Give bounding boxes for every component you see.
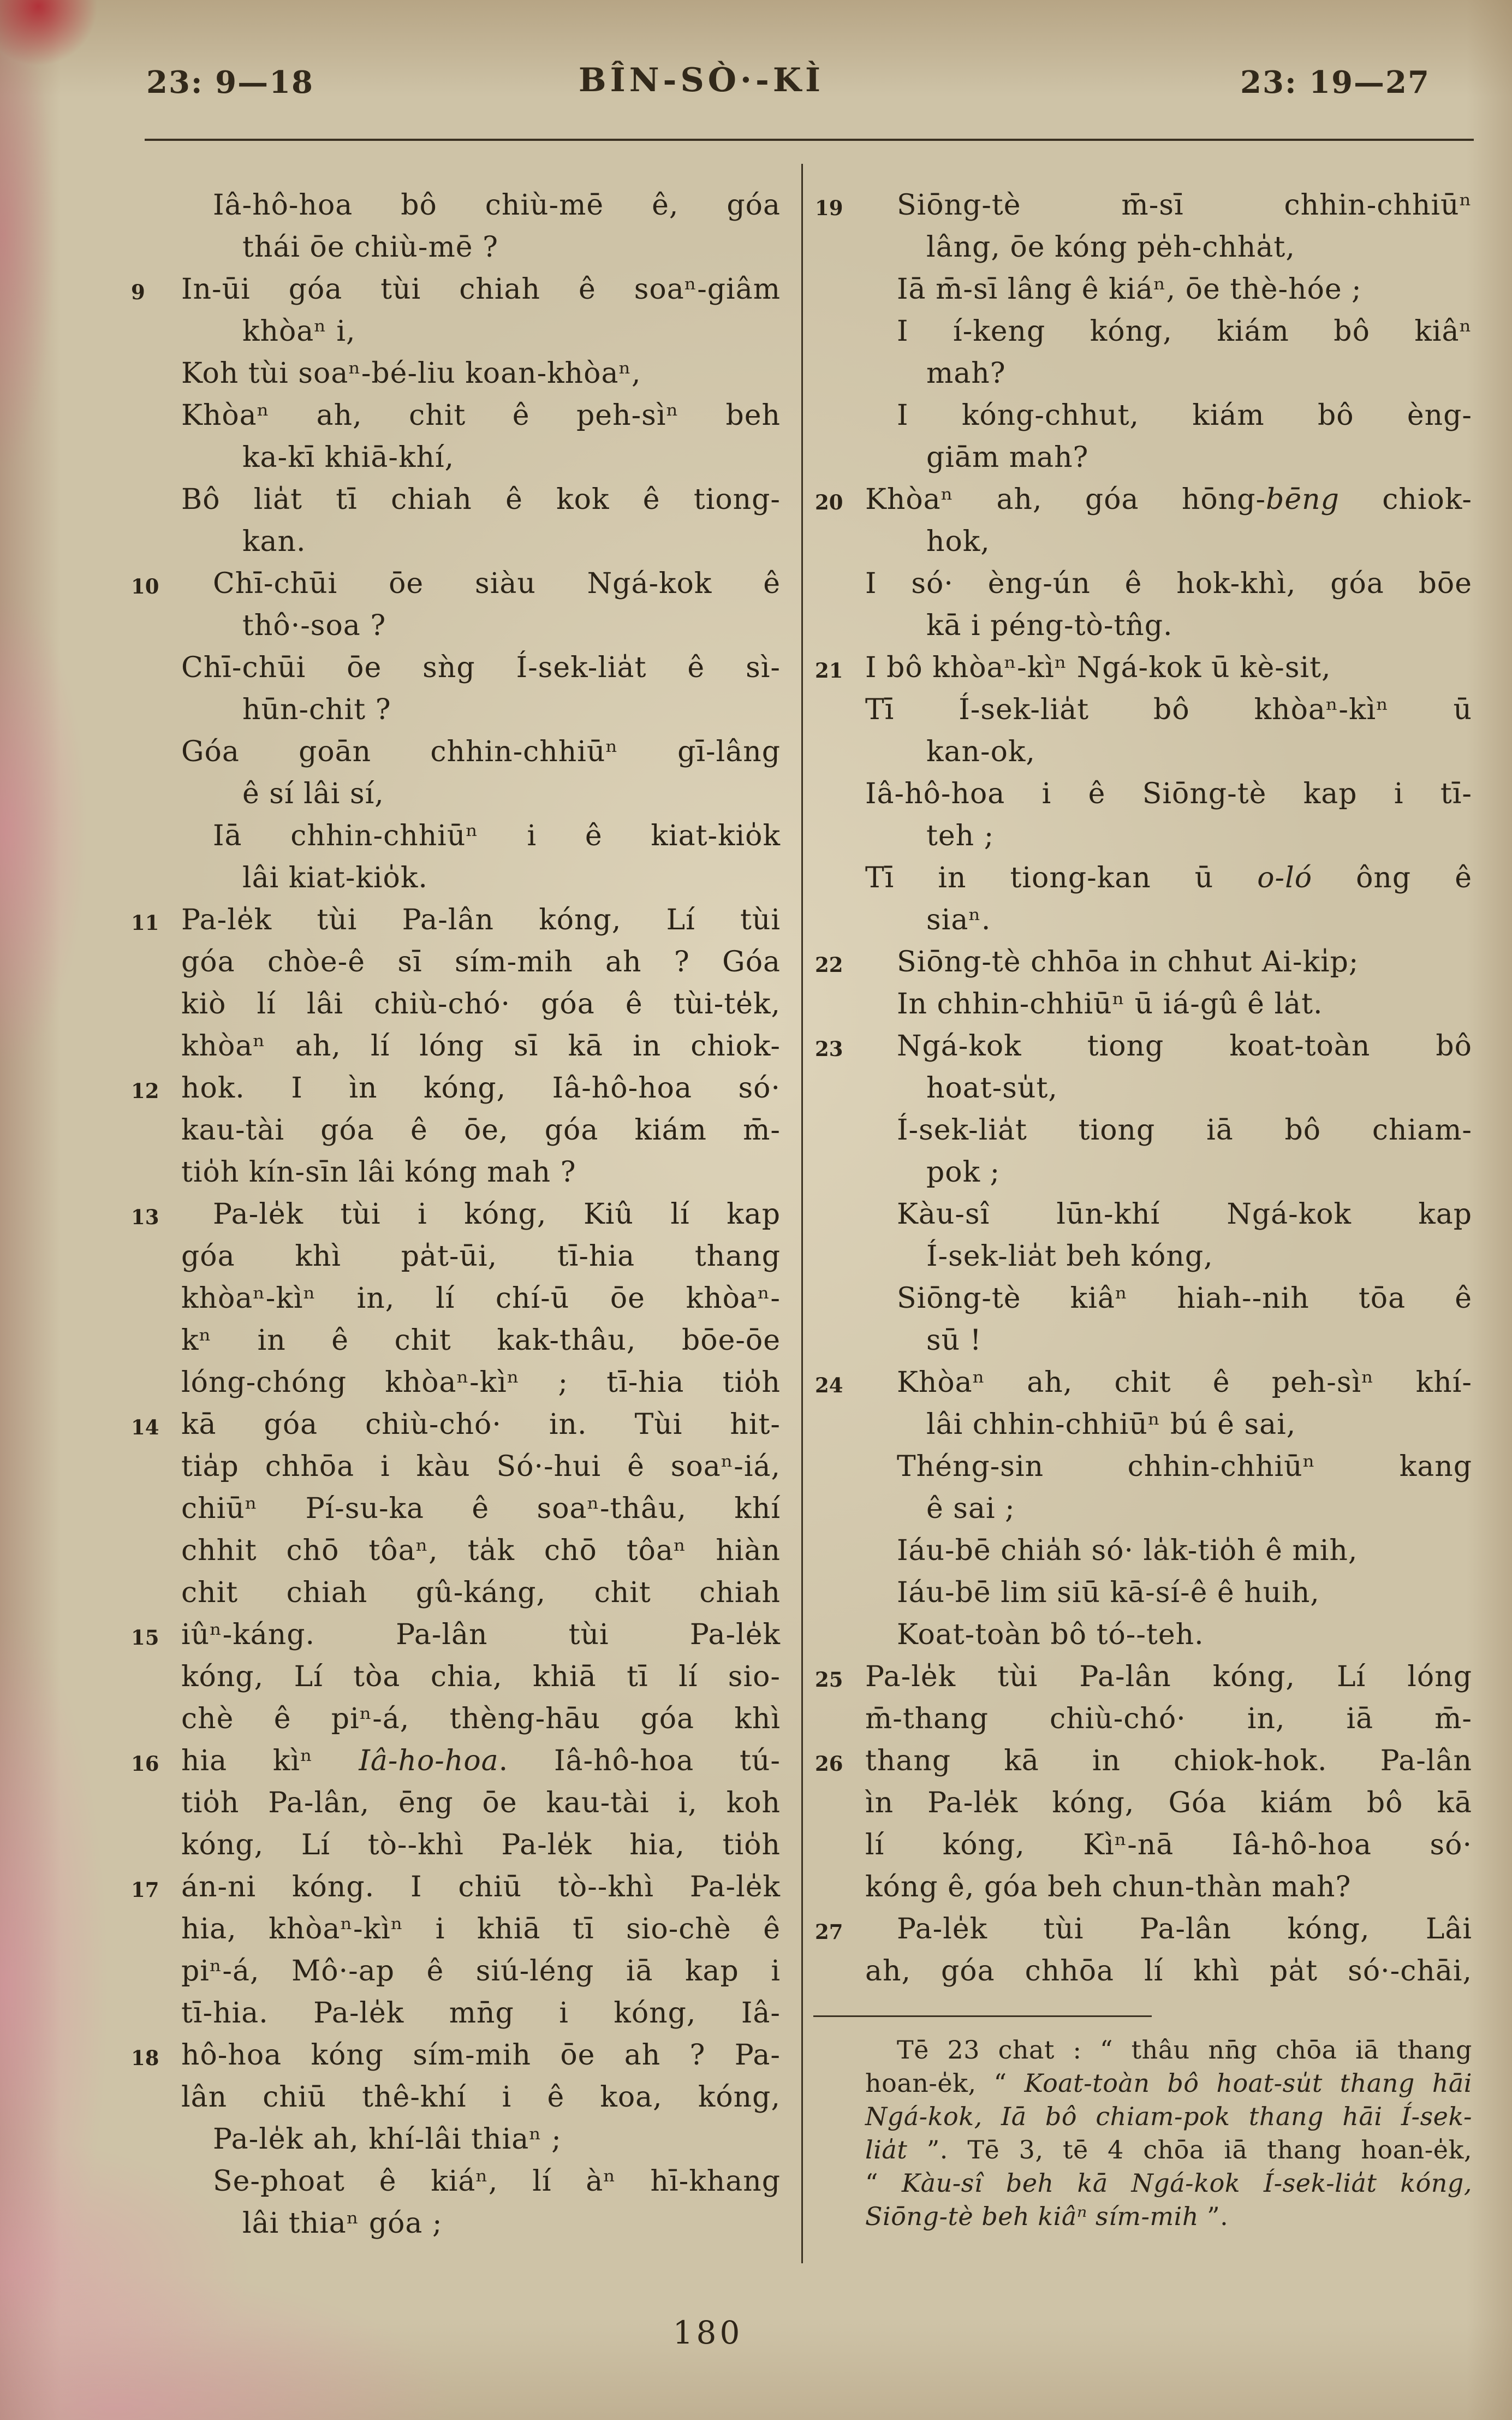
- verse-line: Khòaⁿ ah, chit ê peh-sìⁿ khí- 24: [865, 1362, 1472, 1404]
- verse-line: hok,: [926, 525, 990, 558]
- verse-line: ê sai ;: [926, 1492, 1015, 1525]
- column-divider: [801, 164, 803, 2263]
- verse-line: I bô khòaⁿ-kìⁿ Ngá-kok ū kè-sit, 21: [865, 647, 1472, 689]
- verse-line: Pa-le̍k tùi i kóng, Kiû lí kap 13: [181, 1194, 781, 1236]
- verse-number: 21: [815, 659, 843, 683]
- verse-line: lâng, ōe kóng pe̍h-chha̍t,: [926, 231, 1295, 264]
- verse-line: chhit chō tôaⁿ, ta̍k chō tôaⁿ hiàn: [181, 1534, 781, 1567]
- verse-line: hok. I ìn kóng, Iâ-hô-hoa só· 12: [181, 1067, 781, 1110]
- footnote-line: Tē 23 chat : “ thâu nn̄g chōa iā thang: [897, 2035, 1472, 2065]
- verse-line: Siōng-tè kiâⁿ hiah--nih tōa ê: [897, 1282, 1472, 1315]
- verse-line: Kàu-sî lūn-khí Ngá-kok kap: [897, 1198, 1472, 1231]
- verse-line: kan-ok,: [926, 736, 1035, 768]
- verse-line: khòaⁿ ah, lí lóng sī kā in chiok-: [181, 1030, 781, 1063]
- verse-line: khòaⁿ-kìⁿ in, lí chí-ū ōe khòaⁿ-: [181, 1282, 781, 1315]
- verse-line: kóng ê, góa beh chun-thàn mah?: [865, 1871, 1352, 1903]
- right-column: [815, 185, 1472, 2233]
- header-rule: [145, 139, 1474, 141]
- verse-number: 26: [815, 1752, 843, 1776]
- verse-line: sū !: [926, 1324, 982, 1357]
- verse-line: iûⁿ-káng. Pa-lân tùi Pa-le̍k 15: [181, 1614, 781, 1656]
- verse-line: thái ōe chiù-mē ?: [242, 231, 498, 264]
- verse-line: ka-kī khiā-khí,: [242, 441, 455, 474]
- verse-number: 18: [131, 2046, 159, 2070]
- verse-number: 10: [131, 574, 159, 598]
- verse-line: kā i péng-tò-tn̂g.: [926, 609, 1173, 642]
- verse-line: mah?: [926, 357, 1006, 390]
- verse-line: chit chiah gû-káng, chit chiah: [181, 1576, 781, 1609]
- verse-line: piⁿ-á, Mô·-ap ê siú-léng iā kap i: [181, 1955, 781, 1988]
- verse-line: Khòaⁿ ah, chit ê peh-sìⁿ beh: [181, 399, 781, 432]
- verse-line: I kóng-chhut, kiám bô èng-: [897, 399, 1472, 432]
- verse-line: Théng-sin chhin-chhiūⁿ kang: [897, 1450, 1472, 1483]
- verse-line: Koat-toàn bô tó--teh.: [897, 1618, 1204, 1651]
- verse-line: tia̍p chhōa i kàu Só·-hui ê soaⁿ-iá,: [181, 1450, 781, 1483]
- verse-number: 17: [131, 1878, 159, 1902]
- verse-number: 13: [131, 1205, 159, 1229]
- verse-number: 24: [815, 1373, 843, 1397]
- verse-number: 14: [131, 1415, 159, 1439]
- verse-line: hoat-su̍t,: [926, 1072, 1058, 1105]
- verse-line: Ngá-kok tiong koat-toàn bô 23: [865, 1025, 1472, 1067]
- verse-line: I í-keng kóng, kiám bô kiâⁿ: [897, 315, 1472, 348]
- verse-line: thang kā in chiok-hok. Pa-lân 26: [865, 1740, 1472, 1782]
- verse-number: 20: [815, 490, 843, 514]
- verse-line: lâi chhin-chhiūⁿ bú ê sai,: [926, 1408, 1296, 1441]
- left-column: [131, 185, 781, 2245]
- verse-line: ah, góa chhōa lí khì pa̍t só·-chāi,: [865, 1955, 1472, 1988]
- footnote-line: hoan-e̍k, “ Koat-toàn bô hoat-su̍t thang hāi: [865, 2068, 1472, 2098]
- verse-line: Bô lia̍t tī chiah ê kok ê tiong-: [181, 483, 781, 516]
- verse-line: ìn Pa-le̍k kóng, Góa kiám bô kā: [865, 1787, 1472, 1819]
- verse-number: 9: [131, 280, 145, 304]
- footnote-line: “ Kàu-sî beh kā Ngá-kok Í-sek-lia̍t kóng,: [865, 2168, 1472, 2198]
- footnote-line: lia̍t ”. Tē 3, tē 4 chōa iā thang hoan-e̍k,: [865, 2135, 1472, 2164]
- page-number: 180: [672, 2314, 743, 2351]
- verse-line: lâi kiat-kio̍k.: [242, 862, 428, 894]
- footnote-line: Ngá-kok, Iā bô chiam-pok thang hāi Í-sek-: [865, 2102, 1472, 2131]
- verse-line: góa khì pa̍t-ūi, tī-hia thang: [181, 1240, 781, 1273]
- verse-line: thô·-soa ?: [242, 609, 386, 642]
- footnote-line: Siōng-tè beh kiâⁿ sím-mih ”.: [865, 2202, 1229, 2231]
- verse-line: Khòaⁿ ah, góa hōng-bēng chiok- 20: [865, 479, 1472, 521]
- verse-range-left: 23: 9—18: [146, 64, 314, 100]
- verse-line: kan.: [242, 525, 306, 558]
- verse-line: In chhin-chhiūⁿ ū iá-gû ê la̍t.: [897, 988, 1323, 1021]
- verse-line: tī-hia. Pa-le̍k mn̄g i kóng, Iâ-: [181, 1997, 781, 2030]
- verse-line: Pa-le̍k tùi Pa-lân kóng, Lâi 27: [865, 1908, 1472, 1950]
- verse-line: Tī in tiong-kan ū o-ló ông ê: [865, 862, 1472, 894]
- verse-line: kóng, Lí tò--khì Pa-le̍k hia, tio̍h: [181, 1829, 781, 1861]
- verse-line: chiūⁿ Pí-su-ka ê soaⁿ-thâu, khí: [181, 1492, 781, 1525]
- verse-line: Tī Í-sek-lia̍t bô khòaⁿ-kìⁿ ū: [865, 693, 1472, 726]
- verse-line: kā góa chiù-chó· in. Tùi hit- 14: [181, 1404, 781, 1446]
- verse-line: án-ni kóng. I chiū tò--khì Pa-le̍k 17: [181, 1866, 781, 1908]
- verse-number: 12: [131, 1079, 159, 1103]
- verse-number: 19: [815, 196, 843, 220]
- verse-line: Iáu-bē lim siū kā-sí-ê ê huih,: [897, 1576, 1320, 1609]
- verse-line: lân chiū thê-khí i ê koa, kóng,: [181, 2081, 781, 2114]
- verse-line: Iáu-bē chia̍h só· la̍k-tio̍h ê mih,: [897, 1534, 1358, 1567]
- verse-line: Pa-le̍k tùi Pa-lân kóng, Lí lóng 25: [865, 1656, 1472, 1698]
- verse-line: teh ;: [926, 820, 995, 852]
- right-column-verses: [815, 185, 1472, 1992]
- verse-line: m̄-thang chiù-chó· in, iā m̄-: [865, 1703, 1472, 1735]
- verse-line: Chī-chūi ōe sǹg Í-sek-lia̍t ê sì-: [181, 651, 781, 684]
- verse-number: 15: [131, 1626, 159, 1650]
- verse-line: I só· èng-ún ê hok-khì, góa bōe: [865, 567, 1472, 600]
- verse-line: lóng-chóng khòaⁿ-kìⁿ ; tī-hia tio̍h: [181, 1366, 781, 1399]
- verse-line: tio̍h kín-sīn lâi kóng mah ?: [181, 1156, 576, 1189]
- verse-line: siaⁿ.: [926, 904, 991, 936]
- book-title: BÎN-SÒ·-KÌ: [578, 61, 825, 99]
- verse-line: Iā chhin-chhiūⁿ i ê kiat-kio̍k: [213, 820, 781, 852]
- verse-line: hô-hoa kóng sím-mih ōe ah ? Pa- 18: [181, 2035, 781, 2077]
- verse-line: chè ê piⁿ-á, thèng-hāu góa khì: [181, 1703, 781, 1735]
- verse-line: Iâ-hô-hoa i ê Siōng-tè kap i tī-: [865, 778, 1472, 810]
- verse-line: pok ;: [926, 1156, 1001, 1189]
- verse-line: giām mah?: [926, 441, 1089, 474]
- verse-line: hia kìⁿ Iâ-ho-hoa. Iâ-hô-hoa tú- 16: [181, 1740, 781, 1782]
- verse-range-right: 23: 19—27: [1240, 64, 1430, 100]
- verse-line: Í-sek-lia̍t beh kóng,: [926, 1240, 1213, 1273]
- verse-line: ê sí lâi sí,: [242, 778, 384, 810]
- verse-line: góa chòe-ê sī sím-mih ah ? Góa: [181, 946, 781, 978]
- verse-line: Góa goān chhin-chhiūⁿ gī-lâng: [181, 736, 781, 768]
- verse-line: Se-phoat ê kiáⁿ, lí àⁿ hī-khang: [213, 2165, 781, 2198]
- verse-line: kau-tài góa ê ōe, góa kiám m̄-: [181, 1114, 781, 1147]
- verse-number: 27: [815, 1920, 843, 1944]
- verse-number: 11: [131, 911, 159, 935]
- verse-line: Koh tùi soaⁿ-bé-liu koan-khòaⁿ,: [181, 357, 641, 390]
- verse-line: Iâ-hô-hoa bô chiù-mē ê, góa: [213, 189, 781, 222]
- footnote: [865, 2033, 1472, 2233]
- verse-line: hia, khòaⁿ-kìⁿ i khiā tī sio-chè ê: [181, 1913, 781, 1946]
- verse-line: Pa-le̍k tùi Pa-lân kóng, Lí tùi 11: [181, 899, 781, 941]
- verse-line: khòaⁿ i,: [242, 315, 356, 348]
- verse-line: tio̍h Pa-lân, ēng ōe kau-tài i, koh: [181, 1787, 781, 1819]
- verse-line: lí kóng, Kìⁿ-nā Iâ-hô-hoa só·: [865, 1829, 1472, 1861]
- verse-number: 23: [815, 1037, 843, 1061]
- verse-line: Iā m̄-sī lâng ê kiáⁿ, ōe thè-hóe ;: [897, 273, 1362, 306]
- verse-line: In-ūi góa tùi chiah ê soaⁿ-giâm 9: [181, 269, 781, 311]
- verse-number: 16: [131, 1752, 159, 1776]
- verse-line: Í-sek-lia̍t tiong iā bô chiam-: [897, 1114, 1472, 1147]
- verse-line: kⁿ in ê chit kak-thâu, bōe-ōe: [181, 1324, 781, 1357]
- verse-line: Pa-le̍k ah, khí-lâi thiaⁿ ;: [213, 2123, 562, 2156]
- verse-line: Siōng-tè chhōa in chhut Ai-ki̍p; 22: [865, 941, 1472, 983]
- verse-number: 25: [815, 1668, 843, 1692]
- verse-number: 22: [815, 953, 843, 977]
- verse-line: hūn-chit ?: [242, 693, 391, 726]
- footnote-rule: [813, 2015, 1152, 2017]
- verse-line: Chī-chūi ōe siàu Ngá-kok ê 10: [181, 563, 781, 605]
- verse-line: kiò lí lâi chiù-chó· góa ê tùi-te̍k,: [181, 988, 781, 1021]
- verse-line: lâi thiaⁿ góa ;: [242, 2207, 443, 2240]
- verse-line: kóng, Lí tòa chia, khiā tī lí sio-: [181, 1660, 781, 1693]
- verse-line: Siōng-tè m̄-sī chhin-chhiūⁿ 19: [865, 185, 1472, 227]
